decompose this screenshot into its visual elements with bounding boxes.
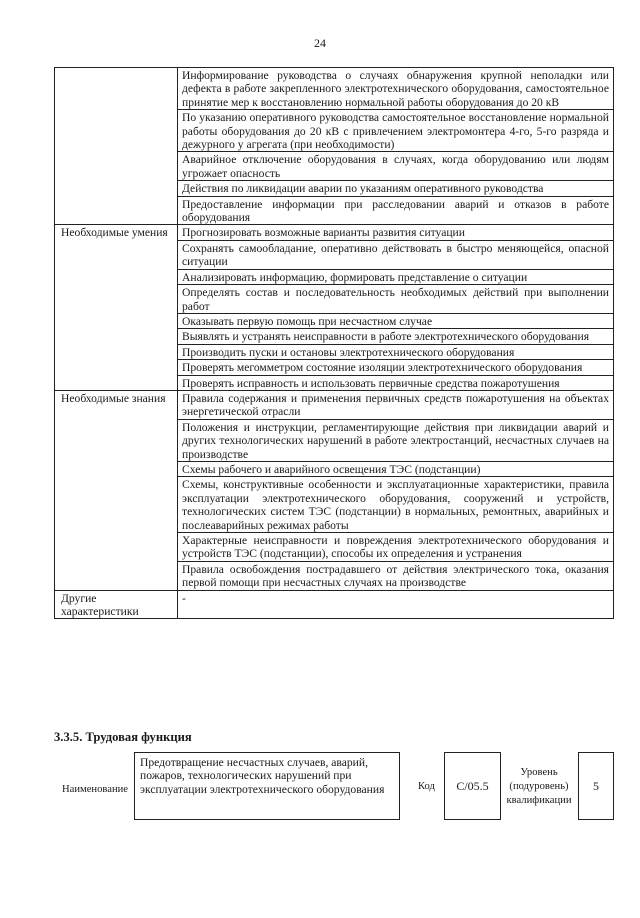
- level-box: 5: [578, 752, 614, 820]
- code-box: C/05.5: [444, 752, 501, 820]
- row-label-other: Другие характеристики: [55, 590, 178, 619]
- table-cell: Предоставление информации при расследовании аварий и отказов в работе оборудования: [178, 196, 614, 225]
- page-number: 24: [314, 36, 326, 50]
- table-cell: -: [178, 590, 614, 619]
- table-cell: Оказывать первую помощь при несчастном случае: [178, 313, 614, 328]
- competency-table: [54, 67, 614, 619]
- table-cell: Анализировать информацию, формировать представление о ситуации: [178, 269, 614, 284]
- code-label: Код: [418, 781, 435, 792]
- table-cell: Сохранять самообладание, оперативно действовать в быстро меняющейся, опасной ситуации: [178, 240, 614, 269]
- table-cell: Аварийное отключение оборудования в случаях, когда оборудованию или людям угрожает опасность: [178, 152, 614, 181]
- level-label: Уровень (подуровень) квалификации: [506, 767, 572, 806]
- table-cell: Определять состав и последовательность необходимых действий при выполнении работ: [178, 285, 614, 314]
- table-row: [55, 390, 614, 419]
- table-cell: Прогнозировать возможные варианты развития ситуации: [178, 225, 614, 240]
- name-label: Наименование: [62, 784, 128, 795]
- row-label-labor-actions: [55, 68, 178, 225]
- table-row: [55, 590, 614, 619]
- table-row: [55, 68, 614, 110]
- row-label-knowledge: Необходимые знания: [55, 390, 178, 590]
- table-cell: Проверять исправность и использовать первичные средства пожаротушения: [178, 375, 614, 390]
- table-cell: Правила содержания и применения первичных средств пожаротушения на объектах энергетической отрасли: [178, 390, 614, 419]
- table-cell: Схемы, конструктивные особенности и эксплуатационные характеристики, правила эксплуатации электротехнического оборудования, сооружений и устройств, технологических систем ТЭС (подстанции) в нормальных, ремонтных, аварийных и послеаварийных режимах работы: [178, 477, 614, 533]
- table-cell: По указанию оперативного руководства самостоятельное восстановление нормальной работы оборудования до 20 кВ с привлечением электромонтера 4-го, 5-го разряда и дежурного у агрегата (при необходимости): [178, 110, 614, 152]
- table-cell: Положения и инструкции, регламентирующие действия при ликвидации аварий и других технологических нарушений в работе электростанций, несчастных случаев на производстве: [178, 419, 614, 461]
- table-cell: Характерные неисправности и повреждения электротехнического оборудования и устройств ТЭС (подстанции), способы их определения и устранения: [178, 533, 614, 562]
- table-row: [55, 225, 614, 240]
- table-cell: Производить пуски и остановы электротехнического оборудования: [178, 344, 614, 359]
- row-label-skills: Необходимые умения: [55, 225, 178, 390]
- table-cell: Выявлять и устранять неисправности в работе электротехнического оборудования: [178, 329, 614, 344]
- function-name-box: Предотвращение несчастных случаев, аварий, пожаров, технологических нарушений при эксплуатации электротехнического оборудования: [134, 752, 400, 820]
- section-title: 3.3.5. Трудовая функция: [54, 730, 192, 744]
- table-cell: Действия по ликвидации аварии по указаниям оперативного руководства: [178, 181, 614, 196]
- table-cell: Информирование руководства о случаях обнаружения крупной неполадки или дефекта в работе закрепленного электротехнического оборудования, самостоятельное принятие мер к восстановлению нормальной работы оборудования до 20 кВ: [178, 68, 614, 110]
- table-cell: Схемы рабочего и аварийного освещения ТЭС (подстанции): [178, 461, 614, 476]
- table-cell: Проверять мегомметром состояние изоляции электротехнического оборудования: [178, 360, 614, 375]
- table-cell: Правила освобождения пострадавшего от действия электрического тока, оказания первой помощи при несчастных случаях на производстве: [178, 561, 614, 590]
